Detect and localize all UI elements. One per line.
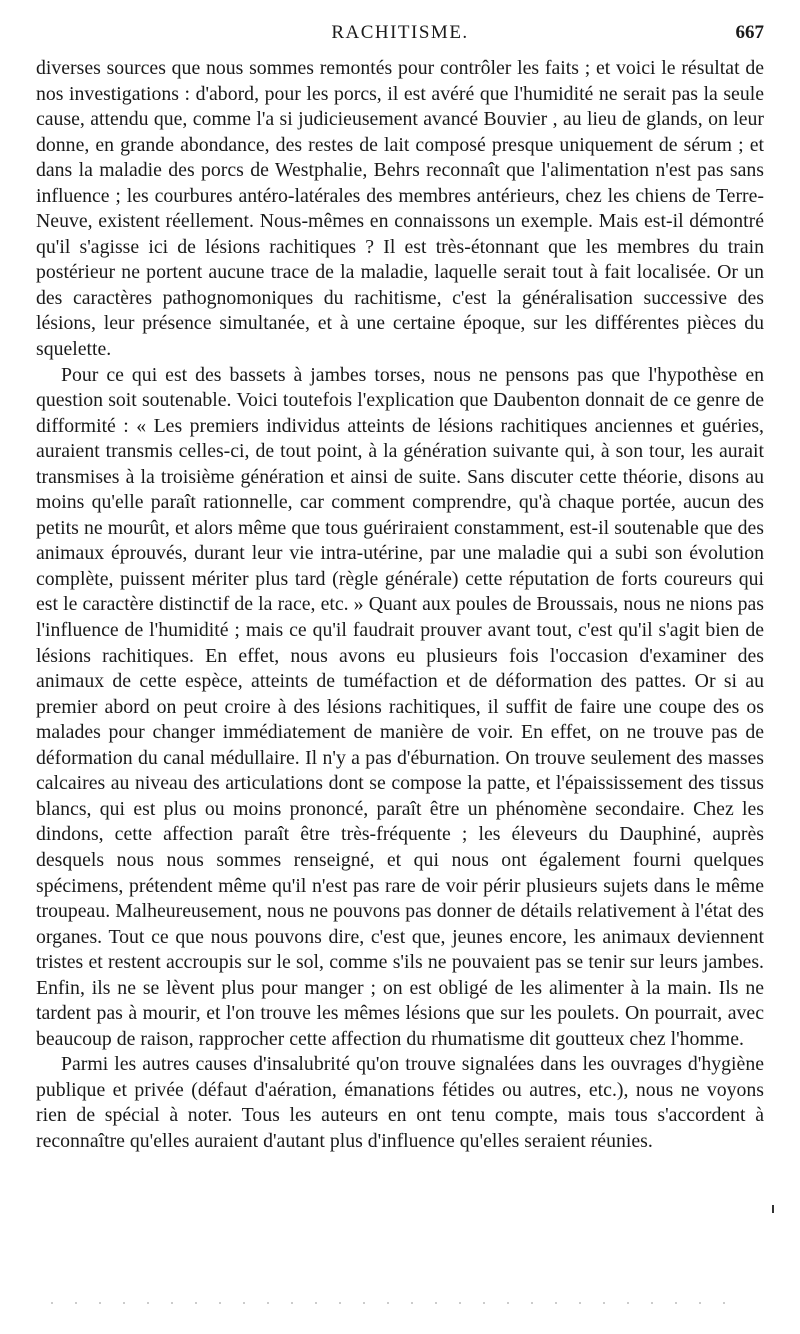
paragraph-continuation: diverses sources que nous sommes remontés pour contrôler les faits ; et voici le résultat de nos investigations : d'abord, pour les porcs, il est avéré que l'humidité ne serait pas la seule cause, attendu que, comme l'a si judicieusement avancé Bouvier , au lieu de glands, on leur donne, en grande abondance, des restes de lait composé presque uniquement de sérum ; et dans la maladie des porcs de Westphalie, Behrs reconnaît que l'alimentation n'est pas sans influence ; les courbures antéro-latérales des membres antérieurs, chez les chiens de Terre-Neuve, existent réellement. Nous-mêmes en connaissons un exemple. Mais est-il démontré qu'il s'agisse ici de lésions rachitiques ? Il est très-étonnant que les membres du train postérieur ne portent aucune trace de la maladie, laquelle serait tout à fait localisée. Or un des caractères pathognomoniques du rachitisme, c'est la généralisation successive des lésions, leur présence simultanée, et à une certaine époque, sur les différentes pièces du squelette. (36, 57, 764, 361)
page-number: 667 (735, 22, 764, 43)
scan-noise (40, 1300, 740, 1306)
margin-speck (772, 1205, 774, 1213)
paragraph-insalubrite: Parmi les autres causes d'insalubrité qu'on trouve signalées dans les ouvrages d'hygiène publique et privée (défaut d'aération, émanations fétides ou autres, etc.), nous ne voyons rien de spécial à noter. Tous les auteurs en ont tenu compte, mais tous s'accordent à reconnaître qu'elles auraient d'autant plus d'influence qu'elles seraient réunies. (36, 1053, 764, 1152)
running-title: RACHITISME. (331, 22, 469, 43)
running-header (36, 22, 764, 48)
paragraph-bassets: Pour ce qui est des bassets à jambes torses, nous ne pensons pas que l'hypothèse en question soit soutenable. Voici toutefois l'explication que Daubenton donnait de ce genre de difformité : « Les premiers individus atteints de lésions rachitiques anciennes et guéries, auraient transmis celles-ci, de tout point, à la génération suivante qui, à son tour, les aurait transmises à la troisième génération et ainsi de suite. Sans discuter cette théorie, disons au moins qu'elle paraît rationnelle, car comment comprendre, qu'à chaque portée, aucun des petits ne mourût, et alors même que tous guériraient constamment, est-il soutenable que des animaux éprouvés, durant leur vie intra-utérine, par une maladie qui a subi son évolution complète, puissent mériter plus tard (règle générale) cette réputation de forts coureurs qui est le caractère distinctif de la race, etc. » Quant aux poules de Broussais, nous ne nions pas l'influence de l'humidité ; mais ce qu'il faudrait prouver avant tout, c'est qu'il s'agit bien de lésions rachitiques. En effet, nous avons eu plusieurs fois l'occasion d'examiner des animaux de cette espèce, atteints de tuméfaction et de déformation des pattes. Or si au premier abord on peut croire à des lésions rachitiques, il suffit de faire une coupe des os malades pour changer immédiatement de manière de voir. En effet, on ne trouve pas de déformation du canal médullaire. Il n'y a pas d'éburnation. On trouve seulement des masses calcaires au niveau des articulations dont se compose la patte, et l'épaississement des tissus blancs, qui est plus ou moins prononcé, paraît être un phénomène secondaire. Chez les dindons, cette affection paraît être très-fréquente ; les éleveurs du Dauphiné, auprès desquels nous nous sommes renseigné, et qui nous ont également fourni quelques spécimens, prétendent même qu'il n'est pas rare de voir périr plusieurs sujets dans le même troupeau. Malheureusement, nous ne pouvons pas donner de détails relativement à l'état des organes. Tout ce que nous pouvons dire, c'est que, jeunes encore, les animaux deviennent tristes et restent accroupis sur le sol, comme s'ils ne pouvaient pas se tenir sur leurs jambes. Enfin, ils ne se lèvent plus pour manger ; on est obligé de les alimenter à la main. Ils ne tardent pas à mourir, et l'on trouve les mêmes lésions que sur les poulets. On pourrait, avec beaucoup de raison, rapprocher cette affection du rhumatisme dit goutteux chez l'homme. (36, 363, 764, 1050)
body-text (36, 56, 764, 1155)
